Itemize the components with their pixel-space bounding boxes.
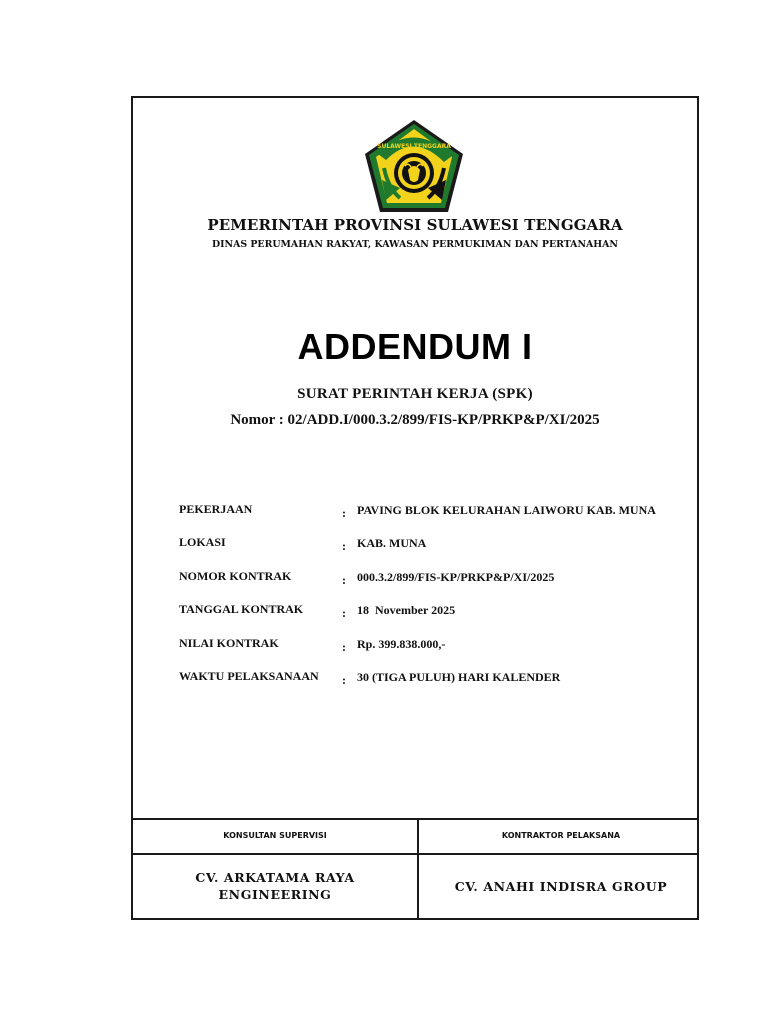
document-cover [131, 96, 699, 920]
signatory-header-row [133, 820, 697, 855]
detail-value: Rp. 399.838.000,- [357, 637, 446, 651]
detail-label: LOKASI [179, 535, 226, 549]
detail-label: NILAI KONTRAK [179, 636, 279, 650]
detail-value: PAVING BLOK KELURAHAN LAIWORU KAB. MUNA [357, 503, 656, 517]
detail-label: WAKTU PELAKSANAAN [179, 669, 319, 683]
provincial-emblem-logo [362, 118, 466, 214]
detail-colon: : [342, 640, 346, 654]
contractor-name: CV. ANAHI INDISRA GROUP [454, 879, 668, 894]
detail-colon: : [342, 573, 346, 587]
signatory-table [133, 818, 697, 918]
supervisor-name [133, 869, 417, 903]
department-name: DINAS PERUMAHAN RAKYAT, KAWASAN PERMUKIMAN DAN PERTANAHAN [211, 239, 618, 250]
contractor-heading: KONTRAKTOR PELAKSANA [501, 831, 621, 840]
document-number: Nomor : 02/ADD.I/000.3.2/899/FIS-KP/PRKP&P/XI/2025 [230, 412, 600, 428]
signatory-column-divider [417, 820, 419, 918]
government-name: PEMERINTAH PROVINSI SULAWESI TENGGARA [207, 216, 623, 234]
detail-label: NOMOR KONTRAK [179, 569, 292, 583]
detail-value: 30 (TIGA PULUH) HARI KALENDER [357, 670, 561, 684]
detail-value: KAB. MUNA [357, 536, 427, 550]
supervisor-heading: KONSULTAN SUPERVISI [223, 831, 327, 840]
logo-lettering: SULAWESI TENGGARA [377, 143, 451, 150]
detail-value: 18 November 2025 [357, 603, 456, 617]
detail-colon: : [342, 506, 346, 520]
document-title: ADDENDUM I [297, 326, 533, 367]
supervisor-name-line-1: CV. ARKATAMA RAYA [195, 870, 355, 885]
detail-colon: : [342, 673, 346, 687]
supervisor-name-line-2: ENGINEERING [218, 887, 332, 902]
document-subtitle: SURAT PERINTAH KERJA (SPK) [297, 386, 533, 402]
detail-label: TANGGAL KONTRAK [179, 602, 304, 616]
detail-colon: : [342, 606, 346, 620]
detail-value: 000.3.2/899/FIS-KP/PRKP&P/XI/2025 [357, 570, 555, 584]
detail-colon: : [342, 539, 346, 553]
signatory-name-row [133, 855, 697, 920]
detail-label: PEKERJAAN [179, 502, 253, 516]
